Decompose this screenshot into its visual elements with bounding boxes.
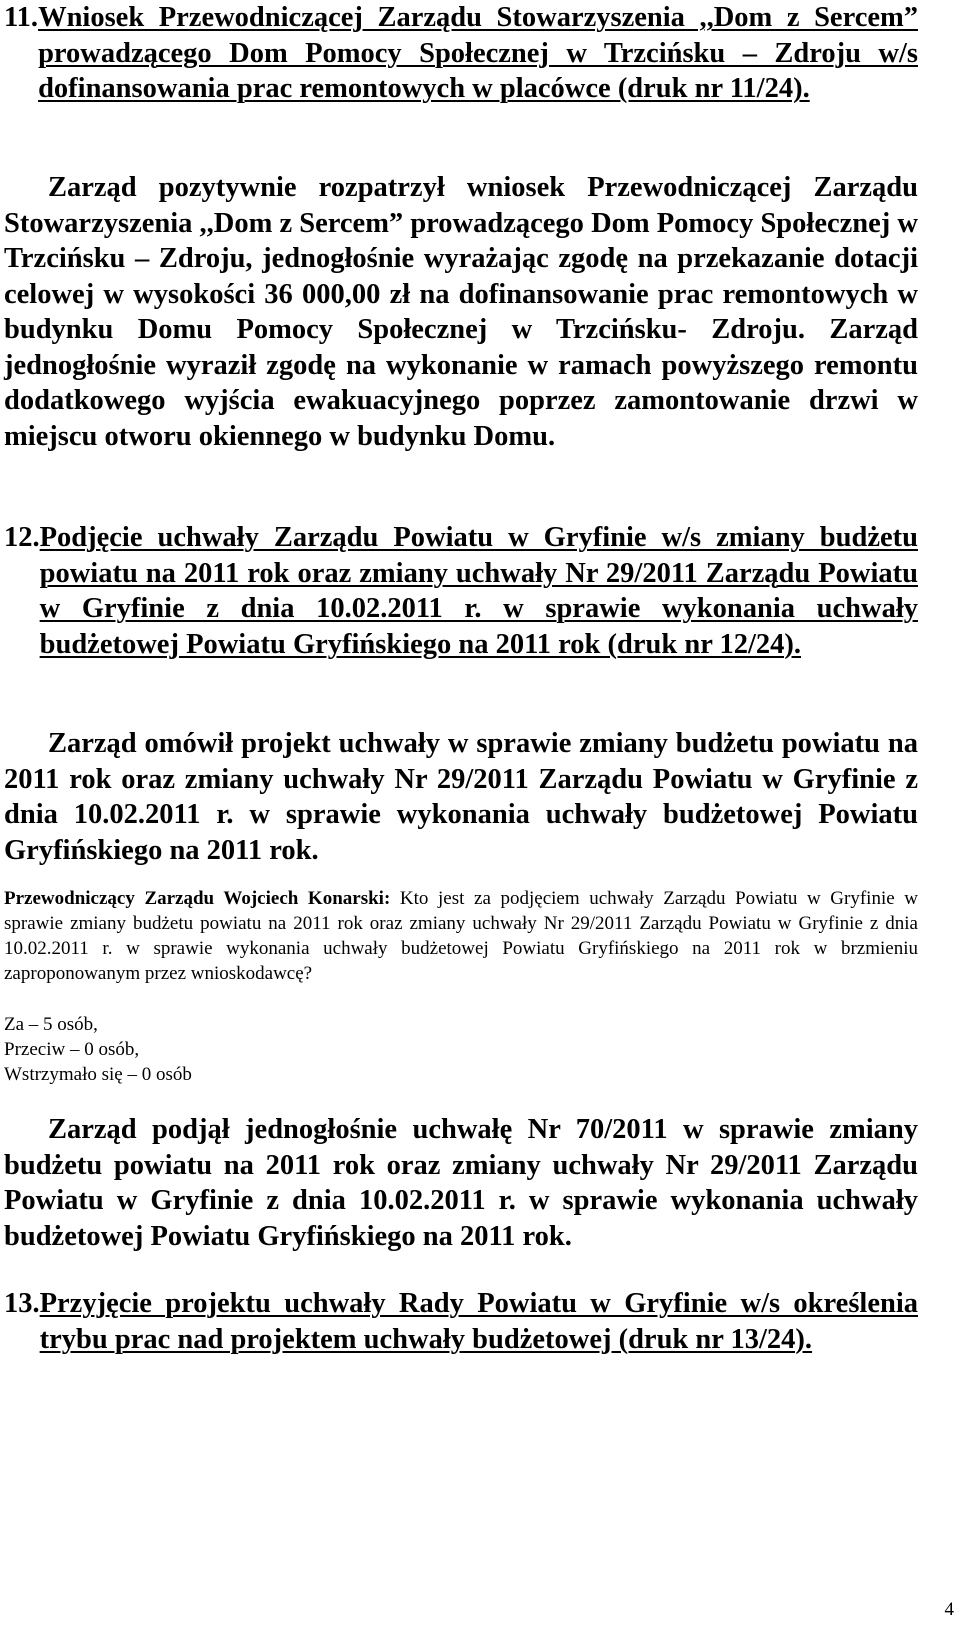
- speaker-question: Kto jest za podjęciem uchwały Zarządu Powiatu w Gryfinie w sprawie zmiany budżetu powiatu na 2011 rok oraz zmiany uchwały Nr 29/2011 Zarządu Powiatu w Gryfinie z dnia 10.02.2011 r. w sprawie wykonania uchwały budżetowej Powiatu Gryfińskiego na 2011 rok w brzmieniu zaproponowanym przez wnioskodawcę?: [4, 888, 919, 984]
- agenda-item-12: [4, 520, 918, 662]
- summary-paragraph: Zarząd pozytywnie rozpatrzył wniosek Przewodniczącej Zarządu Stowarzyszenia ,,Dom z Sercem” prowadzącego Dom Pomocy Społecznej w Trzcińsku – Zdroju, jednogłośnie wyrażając zgodę na przekazanie dotacji celowej w wysokości 36 000,00 zł na dofinansowanie prac remontowych w budynku Domu Pomocy Społecznej w Trzcińsku- Zdroju. Zarząd jednogłośnie wyraził zgodę na wykonanie w ramach powyższego remontu dodatkowego wyjścia ewakuacyjnego poprzez zamontowanie drzwi w miejscu otworu okiennego w budynku Domu.: [4, 172, 918, 452]
- chairman-statement: [4, 886, 918, 986]
- agenda-item-12-summary: [4, 726, 918, 868]
- votes-for: Za – 5 osób,: [4, 1014, 98, 1035]
- summary-paragraph: Zarząd omówił projekt uchwały w sprawie zmiany budżetu powiatu na 2011 rok oraz zmiany uchwały Nr 29/2011 Zarządu Powiatu w Gryfinie z dnia 10.02.2011 r. w sprawie wykonania uchwały budżetowej Powiatu Gryfińskiego na 2011 rok.: [4, 728, 918, 866]
- agenda-item-title: Podjęcie uchwały Zarządu Powiatu w Gryfinie w/s zmiany budżetu powiatu na 2011 rok oraz zmiany uchwały Nr 29/2011 Zarządu Powiatu w Gryfinie z dnia 10.02.2011 r. w sprawie wykonania uchwały budżetowej Powiatu Gryfińskiego na 2011 rok (druk nr 12/24).: [39, 522, 918, 660]
- page-number: 4: [944, 1599, 954, 1620]
- votes-against: Przeciw – 0 osób,: [4, 1039, 140, 1060]
- agenda-item-number: 13.: [4, 1288, 40, 1319]
- agenda-item-number: 11.: [4, 2, 39, 33]
- agenda-item-title: Przyjęcie projektu uchwały Rady Powiatu w Gryfinie w/s określenia trybu prac nad projektem uchwały budżetowej (druk nr 13/24).: [39, 1288, 918, 1355]
- votes-abstained: Wstrzymało się – 0 osób: [4, 1064, 192, 1085]
- resolution-statement: [4, 1112, 918, 1254]
- vote-results: [4, 1012, 404, 1087]
- agenda-item-13: [4, 1286, 918, 1357]
- agenda-item-11: [4, 0, 918, 107]
- agenda-item-number: 12.: [4, 522, 40, 553]
- agenda-item-11-summary: [4, 170, 918, 454]
- speaker-name: Przewodniczący Zarządu Wojciech Konarski:: [4, 888, 391, 909]
- resolution-paragraph: Zarząd podjął jednogłośnie uchwałę Nr 70/2011 w sprawie zmiany budżetu powiatu na 2011 rok oraz zmiany uchwały Nr 29/2011 Zarządu Powiatu w Gryfinie z dnia 10.02.2011 r. w sprawie wykonania uchwały budżetowej Powiatu Gryfińskiego na 2011 rok.: [4, 1114, 918, 1252]
- agenda-item-title: Wniosek Przewodniczącej Zarządu Stowarzyszenia ,,Dom z Sercem” prowadzącego Dom Pomocy Społecznej w Trzcińsku – Zdroju w/s dofinansowania prac remontowych w placówce (druk nr 11/24).: [38, 2, 918, 104]
